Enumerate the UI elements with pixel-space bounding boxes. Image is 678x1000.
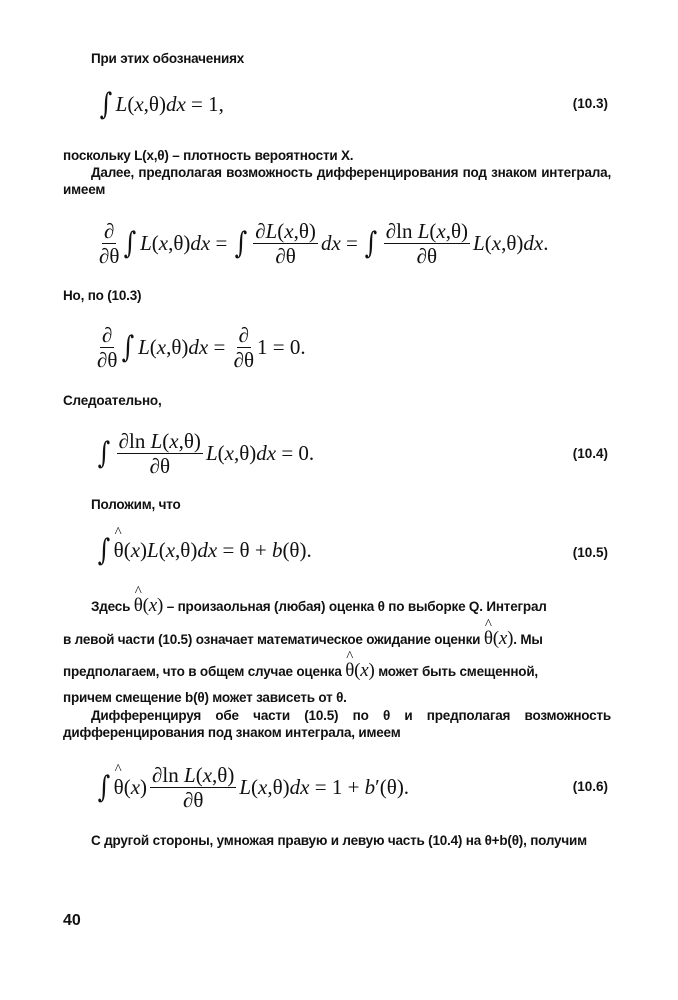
text-density: поскольку L(x,θ) – плотность вероятности X. <box>63 148 354 163</box>
text-assume: предполагаем, что в общем случае оценка ^ θ(x) может быть смещенной, <box>63 662 611 680</box>
text-other-side: С другой стороны, умножая правую и левую часть (10.4) на θ+b(θ), получим <box>91 833 587 848</box>
equation-number-10-3: (10.3) <box>572 96 608 111</box>
text-consequently: Следоательно, <box>63 393 162 408</box>
equation-10-5: ∫ ^ θ ( x ) L ( x ,θ) dx = θ + b (θ). <box>96 532 312 568</box>
text-bias: причем смещение b(θ) может зависеть от θ. <box>63 690 347 705</box>
text-but-by: Но, по (10.3) <box>63 288 142 303</box>
equation-number-10-4: (10.4) <box>572 446 608 461</box>
text-here-estimate: Здесь ^ θ(x) – произаольная (любая) оценка θ по выборке Q. Интеграл <box>91 597 611 615</box>
equation-10-4: ∫ $\frac{\text{∂ln L(x,θ)}}{\partial\theta}$ L ( x ,θ) dx = 0. <box>97 428 315 478</box>
text-biased: может быть смещенной, <box>378 664 538 679</box>
text-left-side: в левой части (10.5) означает математическое ожидание оценки ^ θ(x). Мы <box>63 630 611 648</box>
equation-10-6: ∫ ^ θ ( x ) $\frac{\text{∂ln L(x,θ)}}{\partial\theta}$ L ( x ,θ) dx = 1 + b ′(θ). <box>96 762 409 812</box>
theta-hat-inline: ^ θ <box>345 662 354 679</box>
page-number: 40 <box>63 912 81 929</box>
equation-number-10-5: (10.5) <box>572 545 608 560</box>
theta-hat-inline: ^ θ <box>484 630 493 647</box>
text-expectation: в левой части (10.5) означает математическое ожидание оценки <box>63 632 481 647</box>
equation-derivative-integral: $\frac{\partial}{\partial\theta}$ ∫ L ( x ,θ) dx = ∫ $\frac{\partial L(x,\theta)}{\partial\theta}$ dx = ∫ $\frac{\text{∂ln L(x,θ)}}{\partial\theta}$ L ( x ,θ) dx . <box>99 218 549 268</box>
text-let: Положим, что <box>91 497 181 512</box>
text-differentiating: Дифференцируя обе части (10.5) по θ и предполагая возможность дифференцирования под знаком интеграла, имеем <box>63 708 611 740</box>
text-arbitrary-estimate: – произаольная (любая) оценка θ по выборке Q. Интеграл <box>166 599 547 614</box>
equation-10-3: ∫ L ( x ,θ) dx = 1, <box>99 86 224 122</box>
text-here: Здесь <box>91 599 131 614</box>
text-intro: При этих обозначениях <box>91 51 245 66</box>
text-differentiation: Далее, предполагая возможность дифференцирования под знаком интеграла, имеем <box>63 165 611 197</box>
equation-derivative-one: $\frac{\partial}{\partial\theta}$ ∫ L ( x ,θ) dx = $\frac{\partial}{\partial\theta}$ 1 = 0. <box>97 322 306 372</box>
equation-number-10-6: (10.6) <box>572 779 608 794</box>
text-we: . Мы <box>513 632 543 647</box>
theta-hat-inline: ^ θ <box>134 597 143 614</box>
text-assume-general: предполагаем, что в общем случае оценка <box>63 664 342 679</box>
